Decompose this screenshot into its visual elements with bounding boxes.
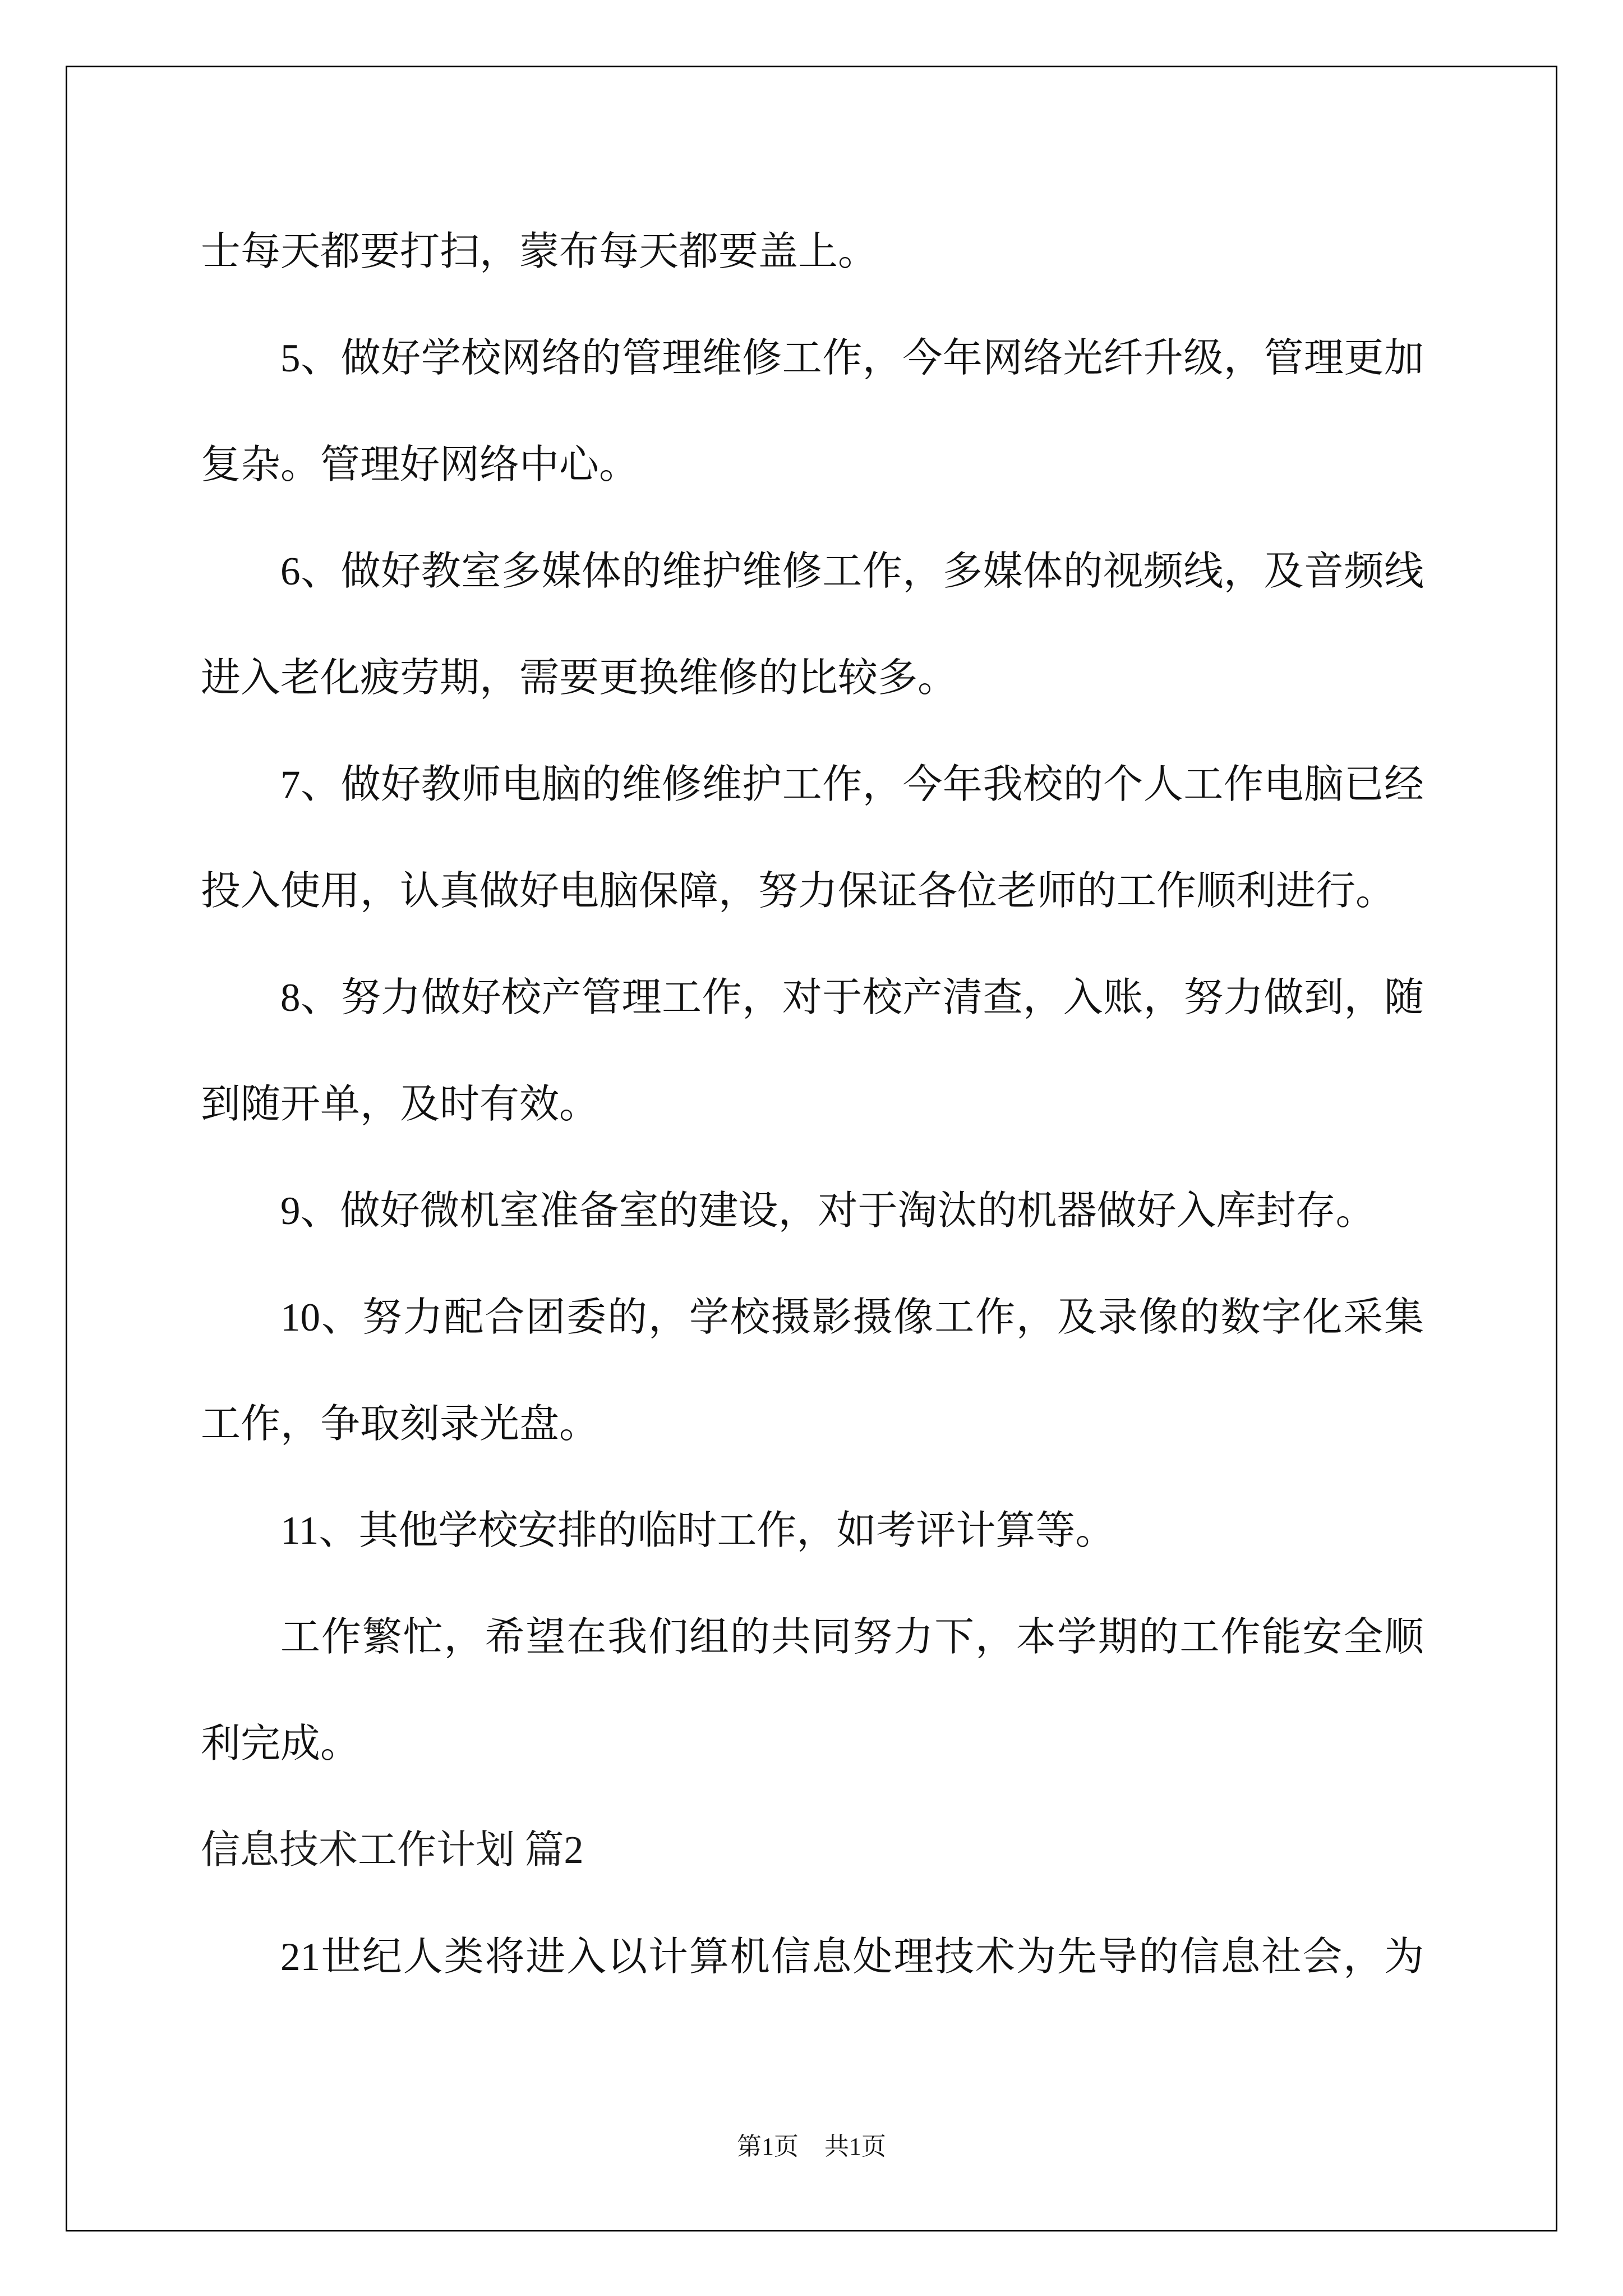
paragraph xyxy=(201,1264,1424,1478)
text-line: 工作繁忙，希望在我们组的共同努力下，本学期的工作能安全顺 xyxy=(280,1616,1424,1659)
page-number: 第1页 xyxy=(737,2133,799,2160)
text-line: 11、其他学校安排的临时工作，如考评计算等。 xyxy=(280,1509,1115,1553)
document-body xyxy=(201,199,1424,2010)
text-line: 工作，争取刻录光盘。 xyxy=(201,1402,600,1446)
text-line: 5、做好学校网络的管理维修工作，今年网络光纤升级，管理更加 xyxy=(280,337,1424,380)
text-line: 10、努力配合团委的，学校摄影摄像工作，及录像的数字化采集 xyxy=(280,1296,1424,1340)
text-line: 进入老化疲劳期，需要更换维修的比较多。 xyxy=(201,656,958,700)
text-line: 复杂。管理好网络中心。 xyxy=(201,443,639,487)
paragraph xyxy=(201,945,1424,1158)
text-line: 6、做好教室多媒体的维护维修工作，多媒体的视频线，及音频线 xyxy=(280,550,1424,593)
text-line: 投入使用，认真做好电脑保障，努力保证各位老师的工作顺利进行。 xyxy=(201,869,1396,913)
paragraph xyxy=(201,1478,1424,1584)
text-line: 7、做好教师电脑的维修维护工作，今年我校的个人工作电脑已经 xyxy=(280,763,1424,807)
text-line: 21世纪人类将进入以计算机信息处理技术为先导的信息社会，为 xyxy=(280,1935,1424,1979)
paragraph xyxy=(201,1904,1424,2010)
paragraph xyxy=(201,518,1424,731)
section-heading: 信息技术工作计划 篇2 xyxy=(201,1829,584,1872)
page-footer xyxy=(66,2130,1557,2164)
page-total: 共1页 xyxy=(824,2133,886,2160)
text-line: 到随开单，及时有效。 xyxy=(201,1083,600,1126)
text-line: 8、努力做好校产管理工作，对于校产清查，入账，努力做到，随 xyxy=(280,976,1424,1020)
text-line: 士每天都要打扫，蒙布每天都要盖上。 xyxy=(201,230,878,274)
paragraph xyxy=(201,305,1424,518)
paragraph xyxy=(201,1158,1424,1264)
paragraph xyxy=(201,199,1424,305)
text-line: 9、做好微机室准备室的建设，对于淘汰的机器做好入库封存。 xyxy=(280,1189,1376,1233)
text-line: 利完成。 xyxy=(201,1722,361,1766)
paragraph xyxy=(201,731,1424,945)
paragraph xyxy=(201,1584,1424,1797)
